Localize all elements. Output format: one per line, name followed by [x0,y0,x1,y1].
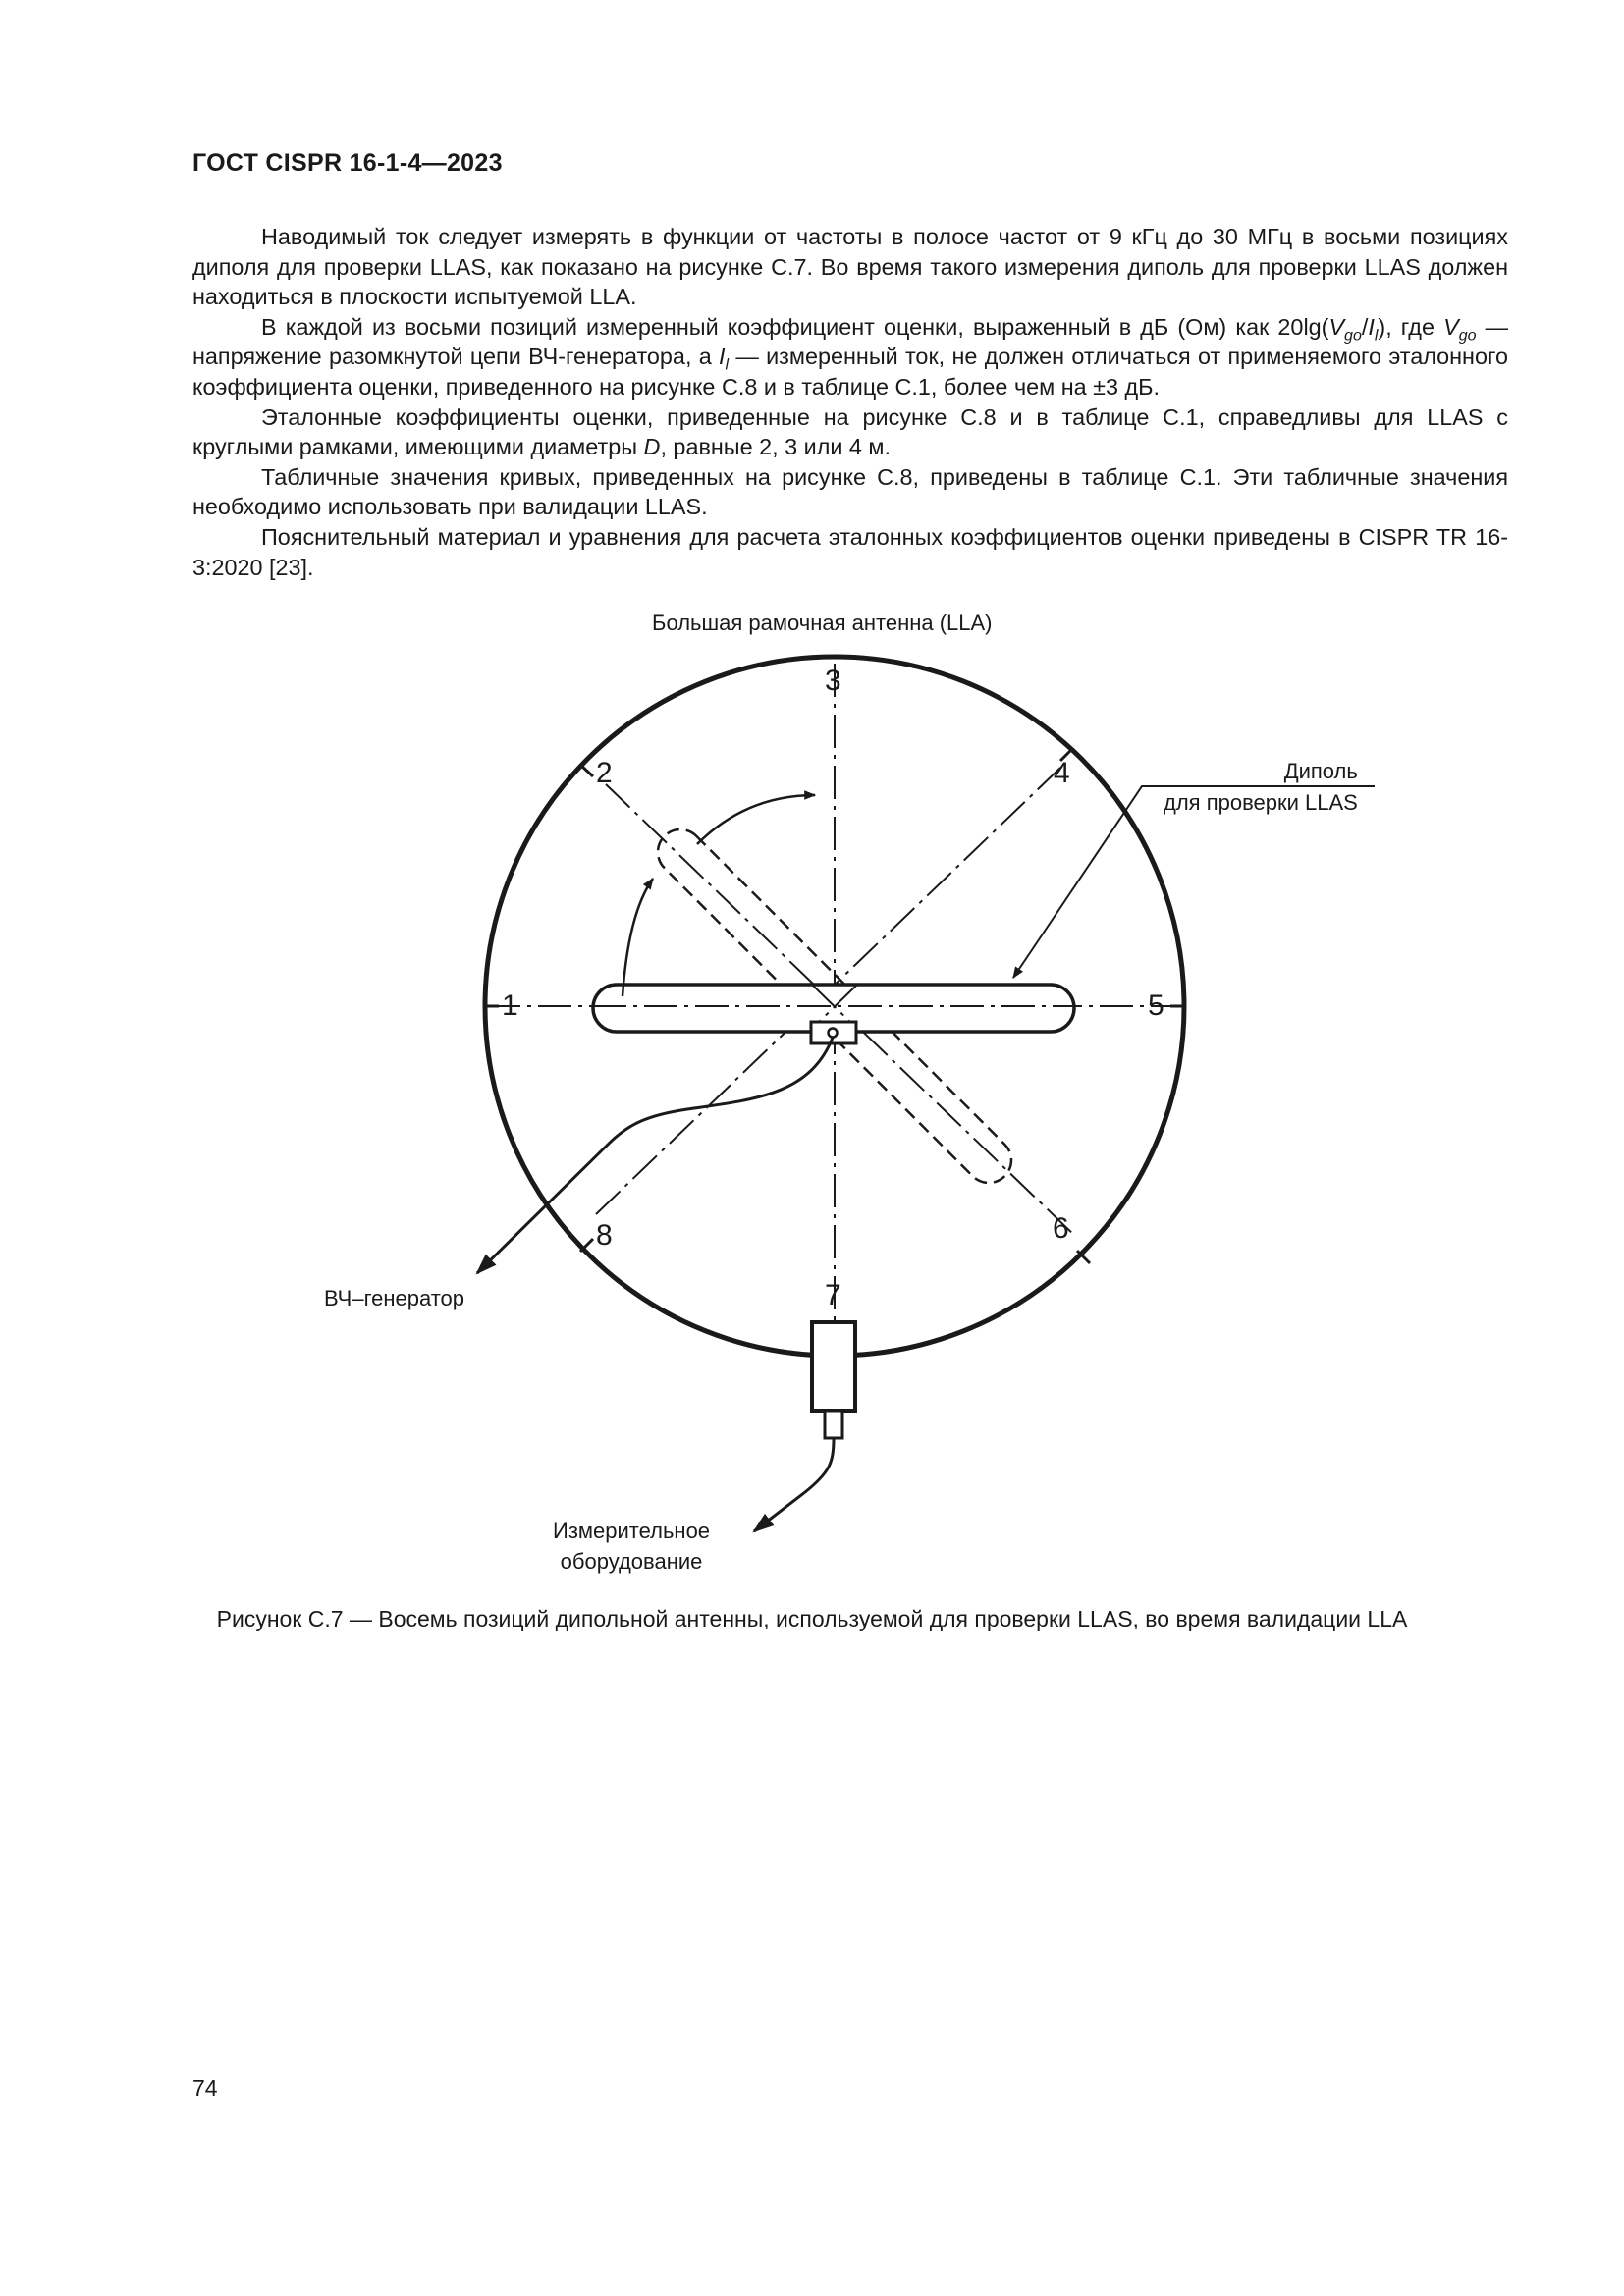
measurement-cable [754,1438,834,1531]
position-label-4: 4 [1054,757,1070,789]
generator-label: ВЧ–генератор [324,1286,465,1310]
figure-title: Большая рамочная антенна (LLA) [652,611,993,635]
paragraph-3: Эталонные коэффициенты оценки, приведенные на рисунке С.8 и в таблице С.1, справедливы для LLAS с круглыми рамками, имеющими диаметры D, равные 2, 3 или 4 м. [192,403,1508,460]
figure-caption: Рисунок С.7 — Восемь позиций дипольной антенны, используемой для проверки LLAS, во время валидации LLA [216,1606,1408,1631]
position-label-8: 8 [596,1219,613,1252]
position-label-5: 5 [1148,989,1164,1022]
paragraph-1: Наводимый ток следует измерять в функции от частоты в полосе частот от 9 кГц до 30 МГц в восьми позициях диполя для проверки LLAS, как показано на рисунке С.7. Во время такого измерения диполь для проверки LLAS должен находиться в плоскости испытуемой LLA. [192,224,1508,310]
document-header: ГОСТ CISPR 16-1-4—2023 [192,149,503,177]
measurement-probe [812,1322,855,1411]
position-label-2: 2 [596,757,613,789]
position-label-1: 1 [502,989,518,1022]
rotation-arrow [623,879,653,996]
body-text [192,222,1508,582]
generator-cable [477,1038,833,1273]
measurement-label: Измерительное оборудование [553,1519,711,1574]
antenna-diagram [0,589,1624,1688]
paragraph-2: В каждой из восьми позиций измеренный коэффициент оценки, выраженный в дБ (Ом) как $20\lg(V_{go}/I_l)$, где $V_{go}$ — напряжение разомкнутой цепи ВЧ-генератора, а $I_l$ — измеренный ток, не должен отличаться от применяемого эталонного коэффициента оценки, приведенного на рисунке С.8 и в таблице С.1, более чем на ±3 дБ. [192,313,1508,400]
position-label-6: 6 [1053,1212,1069,1245]
position-label-7: 7 [825,1279,841,1311]
position-label-3: 3 [825,665,841,697]
paragraph-4: Табличные значения кривых, приведенных на рисунке С.8, приведены в таблице С.1. Эти табличные значения необходимо использовать при валидации LLAS. [192,463,1508,520]
dipole-label: Диполь для проверки LLAS [1164,759,1358,815]
paragraph-5: Пояснительный материал и уравнения для расчета эталонных коэффициентов оценки приведены в CISPR TR 16-3:2020 [23]. [192,523,1508,580]
figure-c7 [0,589,1624,1688]
page-number: 74 [192,2075,218,2101]
